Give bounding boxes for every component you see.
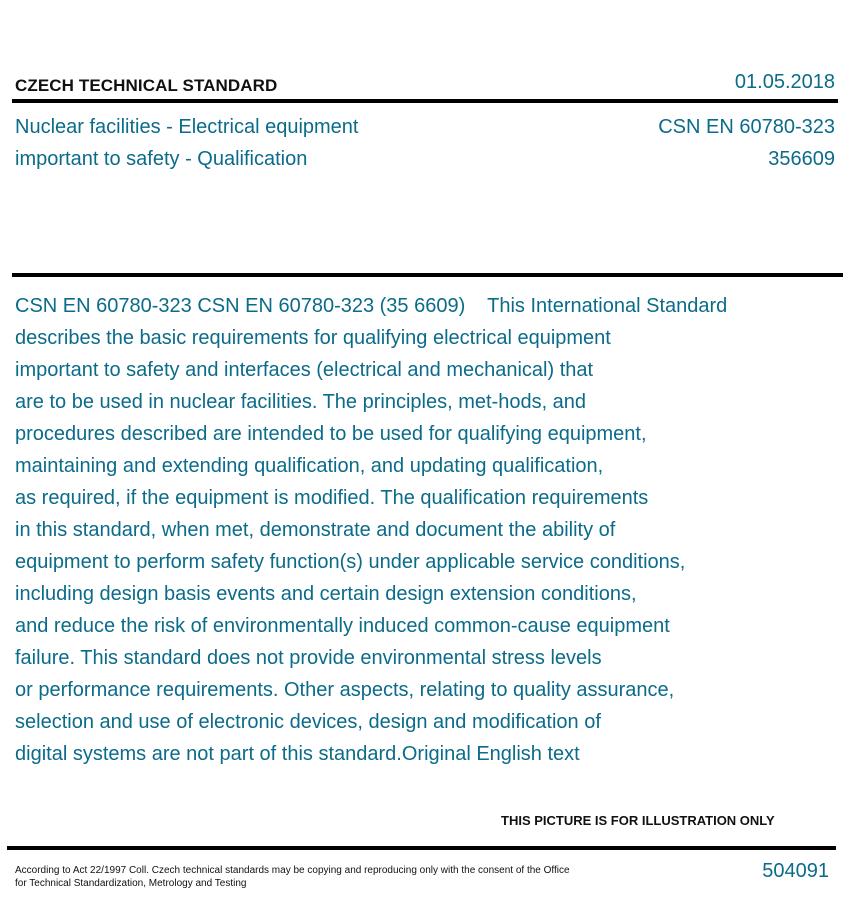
abstract-line: equipment to perform safety function(s) under applicable service conditions, [15,551,686,573]
abstract-line: describes the basic requirements for qualifying electrical equipment [15,327,611,349]
abstract-text [15,290,855,770]
abstract-line: and reduce the risk of environmentally induced common-cause equipment [15,615,670,637]
abstract-line: or performance requirements. Other aspects, relating to quality assurance, [15,679,675,701]
document-class-number: 356609 [768,148,835,170]
header-date: 01.05.2018 [734,71,835,93]
abstract-line: important to safety and interfaces (electrical and mechanical) that [15,359,594,381]
document-title-line-1: Nuclear facilities - Electrical equipment [15,116,359,138]
illustration-note: THIS PICTURE IS FOR ILLUSTRATION ONLY [501,813,775,828]
abstract-line: in this standard, when met, demonstrate and document the ability of [15,519,616,541]
abstract-line: including design basis events and certain design extension conditions, [15,583,637,605]
document-title-line-2: important to safety - Qualification [15,148,308,170]
footer-legal-line: According to Act 22/1997 Coll. Czech technical standards may be copying and reproducing only with the consent of the Office [15,865,570,876]
abstract-line: failure. This standard does not provide environmental stress levels [15,647,602,669]
middle-divider [12,273,843,277]
abstract-line: CSN EN 60780-323 CSN EN 60780-323 (35 6609) This International Standard [15,295,728,317]
abstract-line: selection and use of electronic devices, design and modification of [15,711,601,733]
footer-number: 504091 [762,860,829,882]
abstract-line: digital systems are not part of this standard.Original English text [15,743,580,765]
header-title: CZECH TECHNICAL STANDARD [15,76,278,95]
top-divider [12,99,838,103]
footer-legal-notice [15,864,615,890]
abstract-line: are to be used in nuclear facilities. The principles, met-hods, and [15,391,587,413]
abstract-line: as required, if the equipment is modified. The qualification requirements [15,487,649,509]
document-code: CSN EN 60780-323 [658,116,835,138]
bottom-divider [7,846,836,850]
footer-legal-line: for Technical Standardization, Metrology and Testing [15,878,247,889]
abstract-line: maintaining and extending qualification, and updating qualification, [15,455,604,477]
abstract-line: procedures described are intended to be used for qualifying equipment, [15,423,647,445]
